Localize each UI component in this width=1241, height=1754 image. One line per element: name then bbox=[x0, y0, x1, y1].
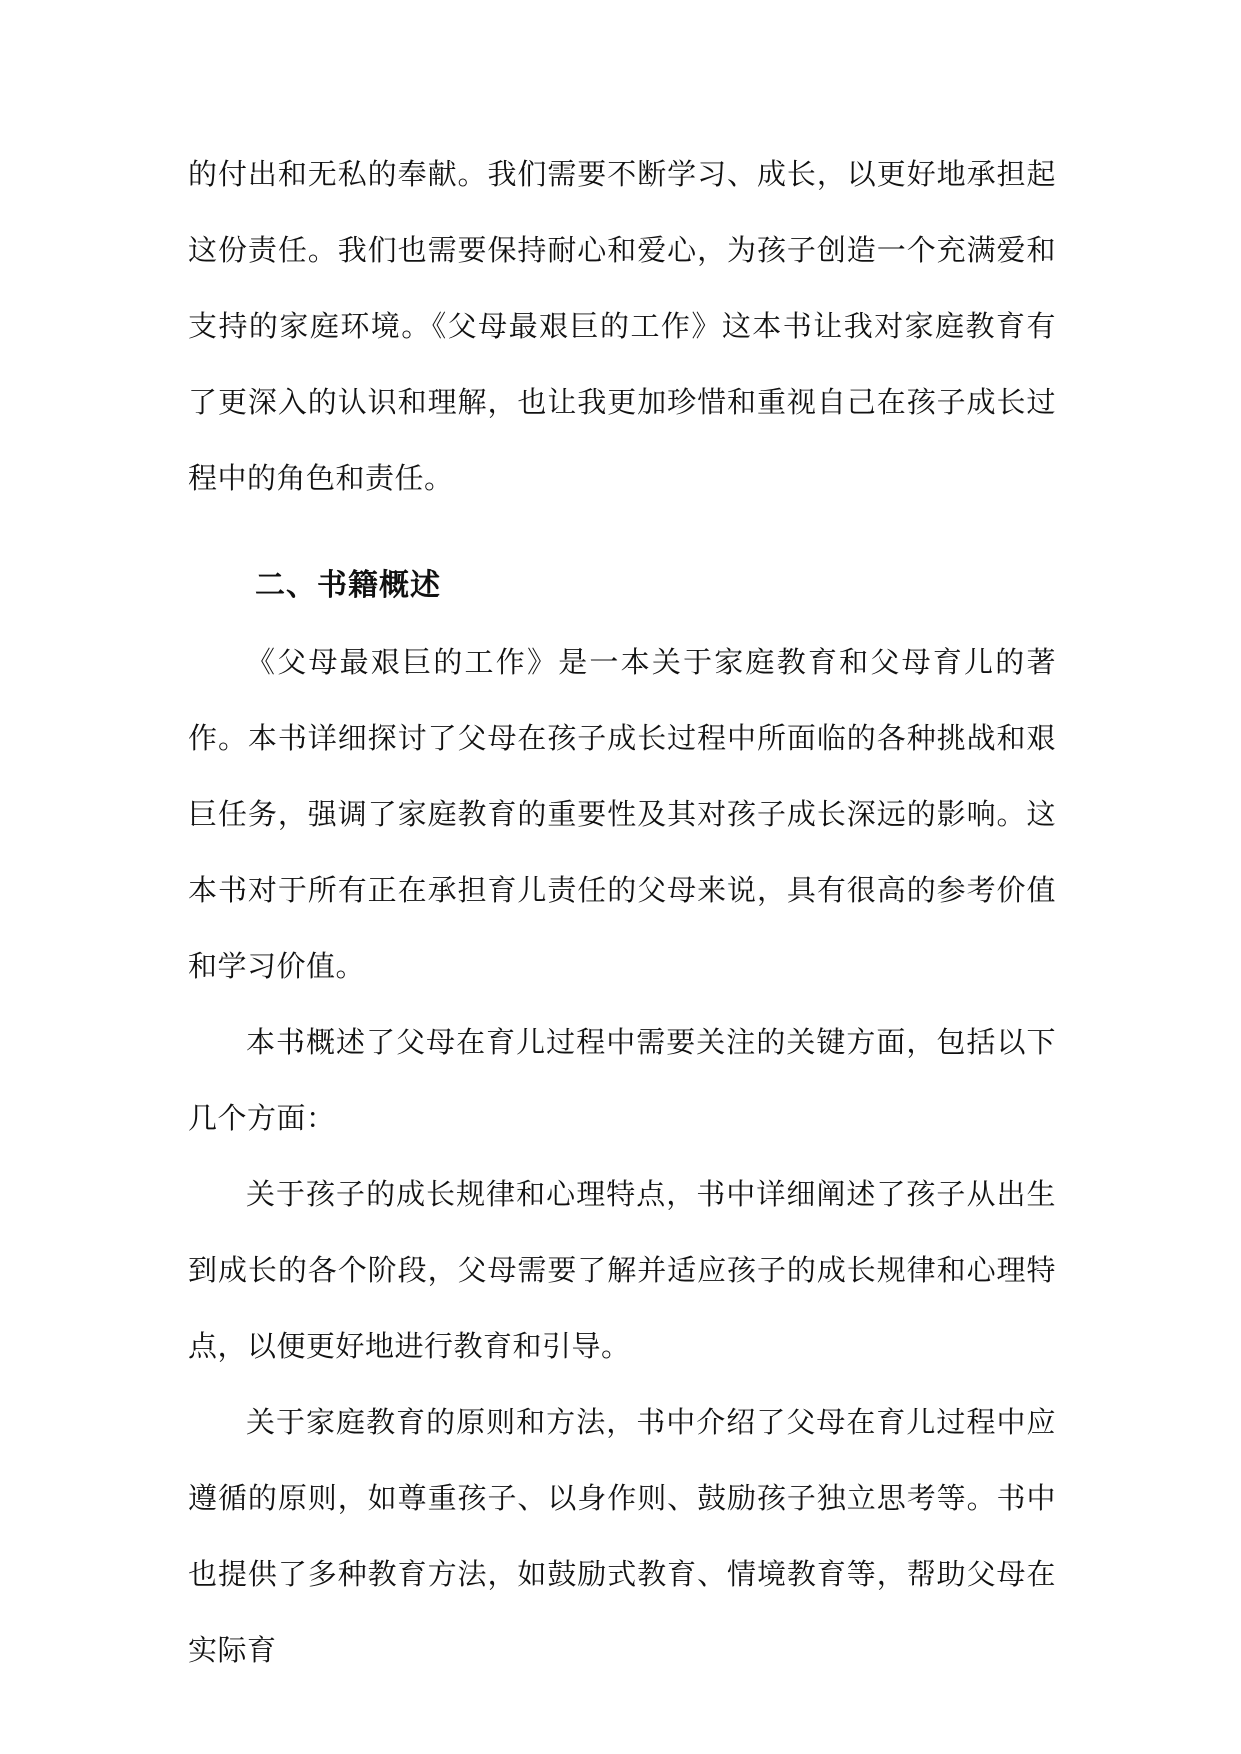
page-content bbox=[188, 136, 1056, 1688]
section-spacer bbox=[188, 516, 1056, 548]
section-heading: 二、书籍概述 bbox=[255, 568, 441, 603]
paragraph-education-principles: 关于家庭教育的原则和方法，书中介绍了父母在育儿过程中应遵循的原则，如尊重孩子、以身作则、鼓励孩子独立思考等。书中也提供了多种教育方法，如鼓励式教育、情境教育等，帮助父母在实际育 bbox=[188, 1405, 1056, 1667]
paragraph-growth-rules: 关于孩子的成长规律和心理特点，书中详细阐述了孩子从出生到成长的各个阶段，父母需要了解并适应孩子的成长规律和心理特点，以便更好地进行教育和引导。 bbox=[188, 1177, 1056, 1363]
paragraph-book-intro: 《父母最艰巨的工作》是一本关于家庭教育和父母育儿的著作。本书详细探讨了父母在孩子成长过程中所面临的各种挑战和艰巨任务，强调了家庭教育的重要性及其对孩子成长深远的影响。这本书对于所有正在承担育儿责任的父母来说，具有很高的参考价值和学习价值。 bbox=[188, 645, 1056, 983]
paragraph-key-aspects: 本书概述了父母在育儿过程中需要关注的关键方面，包括以下几个方面： bbox=[188, 1025, 1056, 1135]
continued-paragraph: 的付出和无私的奉献。我们需要不断学习、成长，以更好地承担起这份责任。我们也需要保持耐心和爱心，为孩子创造一个充满爱和支持的家庭环境。《父母最艰巨的工作》这本书让我对家庭教育有了更深入的认识和理解，也让我更加珍惜和重视自己在孩子成长过程中的角色和责任。 bbox=[188, 157, 1056, 495]
